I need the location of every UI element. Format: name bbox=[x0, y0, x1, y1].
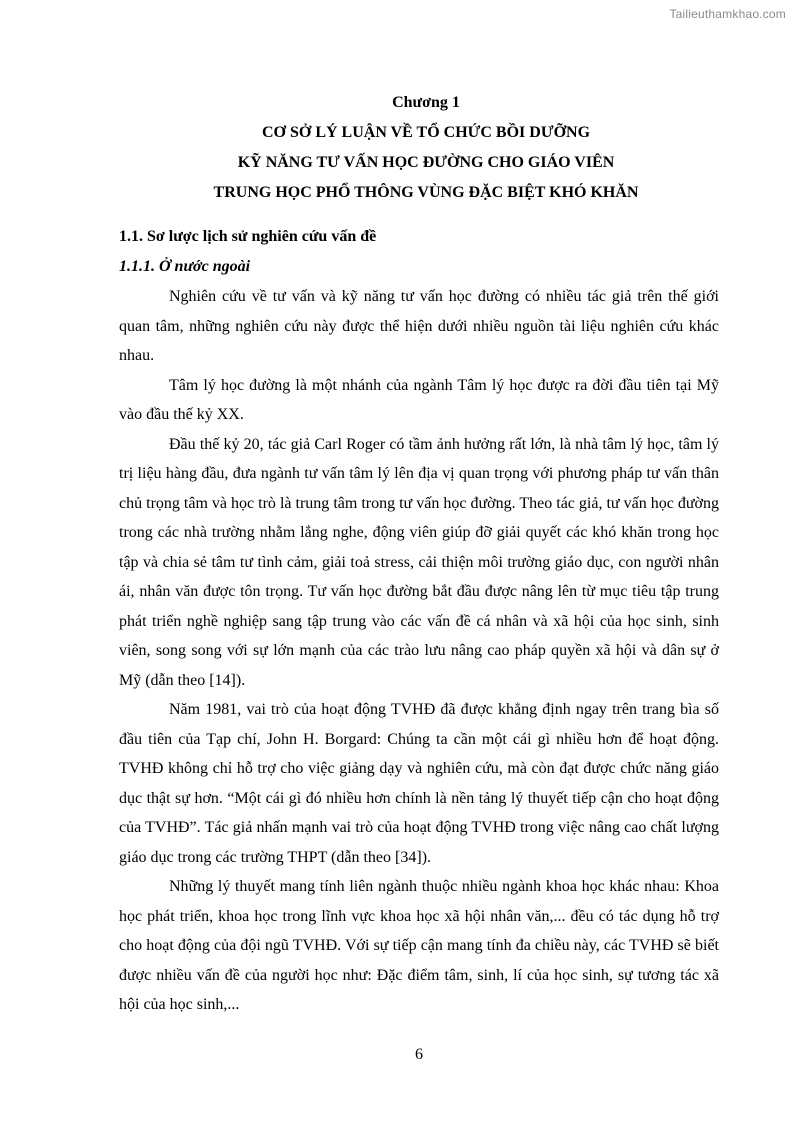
body-paragraph: Đầu thế kỷ 20, tác giả Carl Roger có tầm ảnh hưởng rất lớn, là nhà tâm lý học, tâm lý trị liệu hàng đầu, đưa ngành tư vấn tâm lý lên địa vị quan trọng với phương pháp tư vấn thân chủ trọng tâm và học trò là trung tâm trong tư vấn học đường. Theo tác giả, tư vấn học đường trong các nhà trường nhằm lắng nghe, động viên giúp đỡ giải quyết các khó khăn trong học tập và chia sẻ tâm tư tình cảm, giải toả stress, cải thiện môi trường giáo dục, con người nhân ái, nhân văn được tôn trọng. Tư vấn học đường bắt đầu được nâng lên từ mục tiêu tập trung phát triển nghề nghiệp sang tập trung vào các vấn đề cá nhân và xã hội của học sinh, sinh viên, song song với sự lớn mạnh của các trào lưu nâng cao pháp quyền xã hội và dân sự ở Mỹ (dẫn theo [14]). bbox=[119, 435, 719, 689]
chapter-number: Chương 1 bbox=[392, 94, 460, 111]
subsection-heading: 1.1.1. Ở nước ngoài bbox=[119, 258, 251, 275]
chapter-heading bbox=[119, 88, 719, 208]
body-paragraph: Nghiên cứu về tư vấn và kỹ năng tư vấn học đường có nhiều tác giả trên thế giới quan tâm, những nghiên cứu này được thể hiện dưới nhiều nguồn tài liệu nghiên cứu khác nhau. bbox=[119, 288, 719, 364]
section-heading: 1.1. Sơ lược lịch sử nghiên cứu vấn đề bbox=[119, 228, 377, 245]
body-paragraph: Năm 1981, vai trò của hoạt động TVHĐ đã được khẳng định ngay trên trang bìa số đầu tiên của Tạp chí, John H. Borgard: Chúng ta cần một cái gì nhiều hơn để hoạt động. TVHĐ không chỉ hỗ trợ cho việc giảng dạy và nghiên cứu, mà còn đạt được chức năng giáo dục thật sự hơn. “Một cái gì đó nhiều hơn chính là nền tảng lý thuyết tiếp cận cho hoạt động của TVHĐ”. Tác giả nhấn mạnh vai trò của hoạt động TVHĐ trong việc nâng cao chất lượng giáo dục trong các trường THPT (dẫn theo [34]). bbox=[119, 701, 719, 866]
document-page bbox=[119, 88, 719, 1020]
watermark-text: Tailieuthamkhao.com bbox=[669, 7, 786, 21]
page-number: 6 bbox=[415, 1046, 423, 1063]
body-paragraph: Tâm lý học đường là một nhánh của ngành Tâm lý học được ra đời đầu tiên tại Mỹ vào đầu thế kỷ XX. bbox=[119, 376, 719, 423]
chapter-title-line: TRUNG HỌC PHỔ THÔNG VÙNG ĐẶC BIỆT KHÓ KHĂN bbox=[213, 184, 639, 201]
chapter-title-line: CƠ SỞ LÝ LUẬN VỀ TỔ CHỨC BỒI DƯỠNG bbox=[261, 124, 591, 141]
chapter-title-line: KỸ NĂNG TƯ VẤN HỌC ĐƯỜNG CHO GIÁO VIÊN bbox=[237, 154, 615, 171]
body-paragraph: Những lý thuyết mang tính liên ngành thuộc nhiều ngành khoa học khác nhau: Khoa học phát triển, khoa học trong lĩnh vực khoa học xã hội nhân văn,... đều có tác dụng hỗ trợ cho hoạt động của đội ngũ TVHĐ. Với sự tiếp cận mang tính đa chiều này, các TVHĐ sẽ biết được nhiều vấn đề của người học như: Đặc điểm tâm, sinh, lí của học sinh, sự tương tác xã hội của học sinh,... bbox=[119, 878, 719, 1013]
